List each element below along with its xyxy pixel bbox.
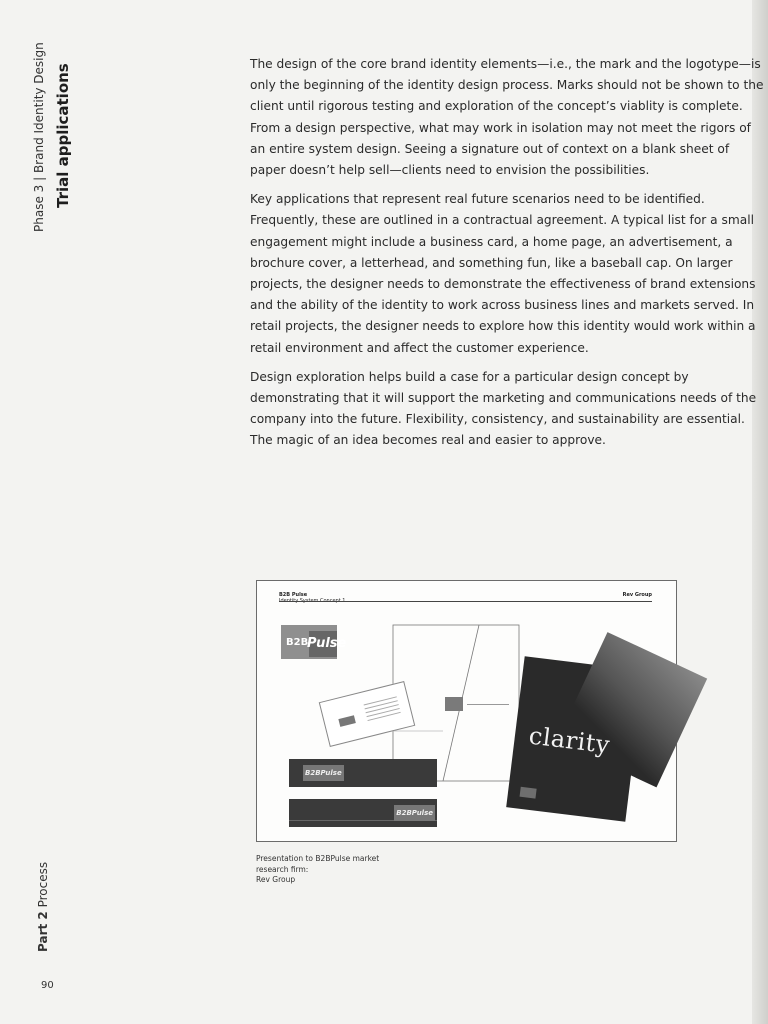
figure-subtitle: Identity System Concept 1 <box>279 598 346 604</box>
brochure-cover-mockup <box>506 656 644 821</box>
banner-mockup-2 <box>289 799 437 827</box>
banner-mockup-1 <box>289 759 437 787</box>
page-number: 90 <box>41 980 54 991</box>
logo-word-box <box>307 631 347 657</box>
web-logo-mark <box>445 697 463 711</box>
paragraph-1: The design of the core brand identity elements—i.e., the mark and the logotype—is only the beginning of the identity design process. Marks should not be shown to the client until rigorous testing and exploration of the concept’s viablity is complete. From a design perspective, what may work in isolation may not meet the rigors of an entire system design. Seeing a signature out of context on a blank sheet of paper doesn’t help sell—clients need to envision the possibilities. <box>250 57 764 178</box>
banner-1-logo: B2BPulse <box>303 765 344 781</box>
banner-2-logo: B2BPulse <box>394 805 435 821</box>
brand-logo-mark <box>281 625 347 659</box>
cover-word: clarity <box>527 721 612 760</box>
figure-title: B2B Pulse <box>279 592 308 598</box>
cover-logo <box>520 787 537 799</box>
body-text <box>250 54 764 460</box>
web-nav-line <box>467 704 509 705</box>
logo-prefix: B2B <box>286 637 309 648</box>
figure-caption <box>256 854 379 886</box>
paragraph-2: Key applications that represent real future scenarios need to be identified. Frequently, these are outlined in a contractual agreement. A typical list for a small engagement might include a business card, a home page, an advertisement, a brochure cover, a letterhead, and something fun, like a baseball cap. On larger projects, the designer needs to demonstrate the effectiveness of brand extensions and the ability of the identity to work across business lines and markets served. In retail projects, the designer needs to explore how this identity would work within a retail environment and affect the customer experience. <box>250 192 756 355</box>
identity-system-figure <box>256 580 677 842</box>
figure-header-right: Rev Group <box>622 592 652 598</box>
caption-line-1: Presentation to B2BPulse market <box>256 854 380 863</box>
part-label <box>36 862 50 952</box>
part-label-bold: Part 2 <box>36 911 50 952</box>
phase-label: Phase 3 | Brand Identity Design <box>32 42 46 232</box>
card-logo <box>338 715 355 727</box>
caption-line-3: Rev Group <box>256 875 296 884</box>
caption-line-2: research firm: <box>256 864 309 874</box>
paragraph-3: Design exploration helps build a case for a particular design concept by demonstrating that it will support the marketing and communications needs of the company into the future. Flexibility, consistency, and sustainability are essential. The magic of an idea becomes real and easier to approve. <box>250 369 757 448</box>
card-text-lines <box>364 696 402 724</box>
logo-word: Pulse <box>307 636 347 651</box>
section-title: Trial applications <box>54 63 72 208</box>
part-label-rest: Process <box>36 861 50 912</box>
